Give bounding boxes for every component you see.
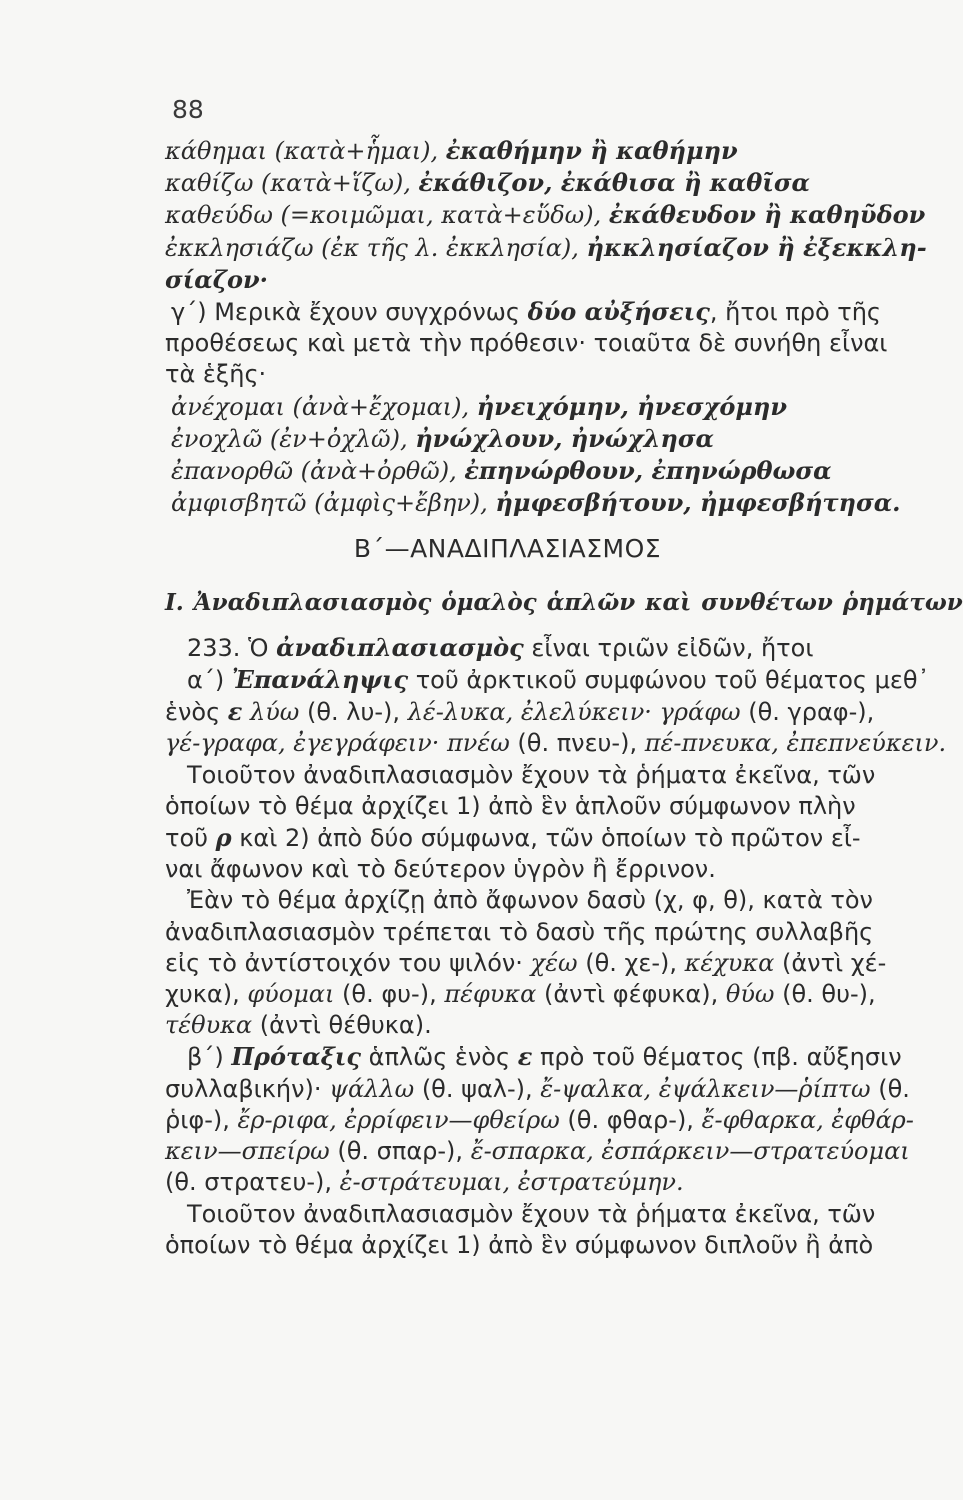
verb-form-line: καθεύδω (=κοιμῶμαι, κατὰ+εὕδω), ἐκάθευδον ἢ καθηῦδον xyxy=(165,200,926,230)
paragraph-line: τοῦ ρ καὶ 2) ἀπὸ δύο σύμφωνα, τῶν ὁποίων τὸ πρῶτον εἶ- xyxy=(165,823,861,853)
verb-form-line: ἀμφισβητῶ (ἀμφὶς+ἔβην), ἠμφεσβήτουν, ἠμφεσβήτησα. xyxy=(171,488,901,518)
page-number: 88 xyxy=(172,95,204,124)
verb-form-line: ἐπανορθῶ (ἀνὰ+ὀρθῶ), ἐπηνώρθουν, ἐπηνώρθωσα xyxy=(171,456,832,486)
verb-form-line: καθίζω (κατὰ+ἵζω), ἐκάθιζον, ἐκάθισα ἢ καθῖσα xyxy=(165,168,811,198)
paragraph-line: ὁποίων τὸ θέμα ἀρχίζει 1) ἀπὸ ἓν σύμφωνον διπλοῦν ἢ ἀπὸ xyxy=(165,1230,874,1259)
paragraph-line: ναι ἄφωνον καὶ τὸ δεύτερον ὑγρὸν ἢ ἔρρινον. xyxy=(165,855,716,884)
paragraph-gamma-line: γ΄) Μερικὰ ἔχουν συγχρόνως δύο αὐξήσεις, ἤτοι πρὸ τῆς xyxy=(171,297,881,327)
verb-form-line: ἐκκλησιάζω (ἐκ τῆς λ. ἐκκλησία), ἠκκλησίαζον ἢ ἐξεκκλη- xyxy=(165,232,927,262)
verb-form-line: σίαζον· xyxy=(165,264,269,294)
paragraph-line: τέθυκα (ἀντὶ θέθυκα). xyxy=(165,1011,432,1040)
paragraph-line: Ἐὰν τὸ θέμα ἀρχίζῃ ἀπὸ ἄφωνον δασὺ (χ, φ, θ), κατὰ τὸν xyxy=(187,886,873,915)
paragraph-line: ἀναδιπλασιασμὸν τρέπεται τὸ δασὺ τῆς πρώτης συλλαβῆς xyxy=(165,917,874,946)
paragraph-beta-line: ῥιφ-), ἔρ-ριφα, ἐρρίφειν—φθείρω (θ. φθαρ-), ἔ-φθαρκα, ἐφθάρ- xyxy=(165,1105,914,1134)
paragraph-233-line: α΄) Ἐπανάληψις τοῦ ἀρκτικοῦ συμφώνου τοῦ θέματος μεθ᾽ xyxy=(187,665,930,695)
paragraph-beta-line: (θ. στρατευ-), ἐ-στράτευμαι, ἐστρατεύμην. xyxy=(165,1168,684,1197)
paragraph-gamma-line: τὰ ἑξῆς· xyxy=(165,360,267,389)
paragraph-line: Τοιοῦτον ἀναδιπλασιασμὸν ἔχουν τὰ ῥήματα ἐκεῖνα, τῶν xyxy=(187,760,876,789)
paragraph-beta-line: συλλαβικήν)· ψάλλω (θ. ψαλ-), ἔ-ψαλκα, ἐψάλκειν—ῥίπτω (θ. xyxy=(165,1074,910,1103)
paragraph-gamma-line: προθέσεως καὶ μετὰ τὴν πρόθεσιν· τοιαῦτα δὲ συνήθη εἶναι xyxy=(165,329,888,358)
verb-form-line: κάθημαι (κατὰ+ἧμαι), ἐκαθήμην ἢ καθήμην xyxy=(165,136,738,165)
verb-form-line: ἀνέχομαι (ἀνὰ+ἔχομαι), ἠνειχόμην, ἠνεσχόμην xyxy=(171,391,788,421)
paragraph-233-line: 233. Ὁ ἀναδιπλασιασμὸς εἶναι τριῶν εἰδῶν, ἤτοι xyxy=(187,632,814,662)
paragraph-line: ὁποίων τὸ θέμα ἀρχίζει 1) ἀπὸ ἓν ἁπλοῦν σύμφωνον πλὴν xyxy=(165,791,856,820)
body-text xyxy=(165,135,963,1261)
paragraph-line: χυκα), φύομαι (θ. φυ-), πέφυκα (ἀντὶ φέφυκα), θύω (θ. θυ-), xyxy=(165,980,876,1009)
paragraph-beta-line: β΄) Πρόταξις ἁπλῶς ἑνὸς ε πρὸ τοῦ θέματος (πβ. αὔξησιν xyxy=(187,1042,902,1072)
paragraph-beta-line: κειν—σπείρω (θ. σπαρ-), ἔ-σπαρκα, ἐσπάρκειν—στρατεύομαι xyxy=(165,1137,910,1166)
paragraph-line: Τοιοῦτον ἀναδιπλασιασμὸν ἔχουν τὰ ῥήματα ἐκεῖνα, τῶν xyxy=(187,1199,876,1228)
paragraph-233-line: ἑνὸς ε λύω (θ. λυ-), λέ-λυκα, ἐλελύκειν· γράφω (θ. γραφ-), xyxy=(165,697,875,727)
verb-form-line: ἐνοχλῶ (ἐν+ὀχλῶ), ἠνώχλουν, ἠνώχλησα xyxy=(171,423,714,453)
paragraph-233-line: γέ-γραφα, ἐγεγράφειν· πνέω (θ. πνευ-), πέ-πνευκα, ἐπεπνεύκειν. xyxy=(165,729,947,758)
chapter-heading: Β΄—ΑΝΑΔΙΠΛΑΣΙΑΣΜΟΣ xyxy=(353,534,662,564)
paragraph-line: εἰς τὸ ἀντίστοιχόν του ψιλόν· χέω (θ. χε-), κέχυκα (ἀντὶ χέ- xyxy=(165,948,887,977)
section-title: Ι. Ἀναδιπλασιασμὸς ὁμαλὸς ἁπλῶν καὶ συνθέτων ῥημάτων xyxy=(165,588,963,616)
